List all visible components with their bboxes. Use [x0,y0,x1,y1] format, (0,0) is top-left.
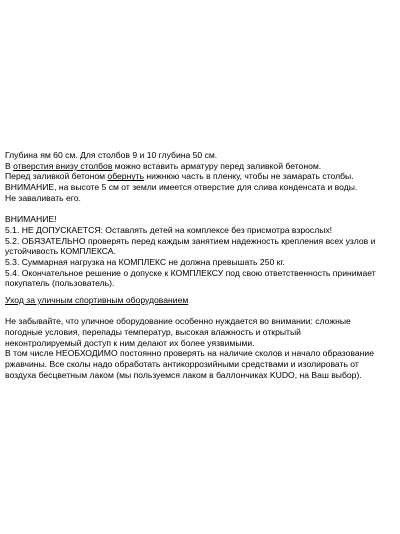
warning-section [5,214,397,289]
text-fragment: В [5,160,14,171]
text-fragment: нижнюю часть в пленку, чтобы не замарать столбы. [144,171,354,182]
text-line: В том числе НЕОБХОДИМО постоянно проверять на наличие сколов и начало образование [5,348,374,359]
text-line: Глубина ям 60 см. Для столбов 9 и 10 глубина 50 см. [5,150,218,160]
text-line: неконтролируемый доступ к ним делают их более уязвимыми. [5,337,255,348]
text-line: покупатель (пользователь). [5,278,115,289]
care-section [5,295,397,381]
text-fragment: Перед заливкой бетоном [5,171,108,182]
installation-notes [5,150,397,203]
text-line: устойчивость КОМПЛЕКСА. [5,246,116,257]
text-line: 5.2. ОБЯЗАТЕЛЬНО проверять перед каждым занятием надежность крепления всех узлов и [5,235,376,246]
text-line [5,171,397,182]
text-line: погодные условия, перепады температур, высокая влажность и открытый [5,327,301,337]
text-line: ВНИМАНИЕ, на высоте 5 см от земли имеется отверстие для слива конденсата и воды. [5,182,358,193]
text-fragment: можно вставить арматуру перед заливкой бетоном. [112,160,322,171]
text-line: 5.4. Окончательное решение о допуске к КОМПЛЕКСУ под свою ответственность принимает [5,267,376,278]
text-line: ржавчины. Все сколы надо обработать антикоррозийными средствами и изолировать от [5,359,359,370]
warning-heading: ВНИМАНИЕ! [5,214,57,225]
underlined-text: отверстия внизу столбов [13,160,113,171]
text-line: воздуха бесцветным лаком (мы пользуемся лаком в баллончиках KUDO, на Ваш выбор). [5,369,362,380]
text-line [5,161,397,172]
text-line: Не забывайте, что уличное оборудование особенно нуждается во внимании: сложные [5,316,351,327]
text-line: 5.1. НЕ ДОПУСКАЕТСЯ: Оставлять детей на комплексе без присмотра взрослых! [5,224,333,235]
text-line: Не заваливать его. [5,192,81,203]
document-page [5,150,397,380]
section-title: Уход за уличным спортивным оборудованием [5,294,189,305]
text-line: 5.3. Суммарная нагрузка на КОМПЛЕКС не должна превышать 250 кг. [5,256,285,267]
underlined-text: обернуть [107,171,145,182]
